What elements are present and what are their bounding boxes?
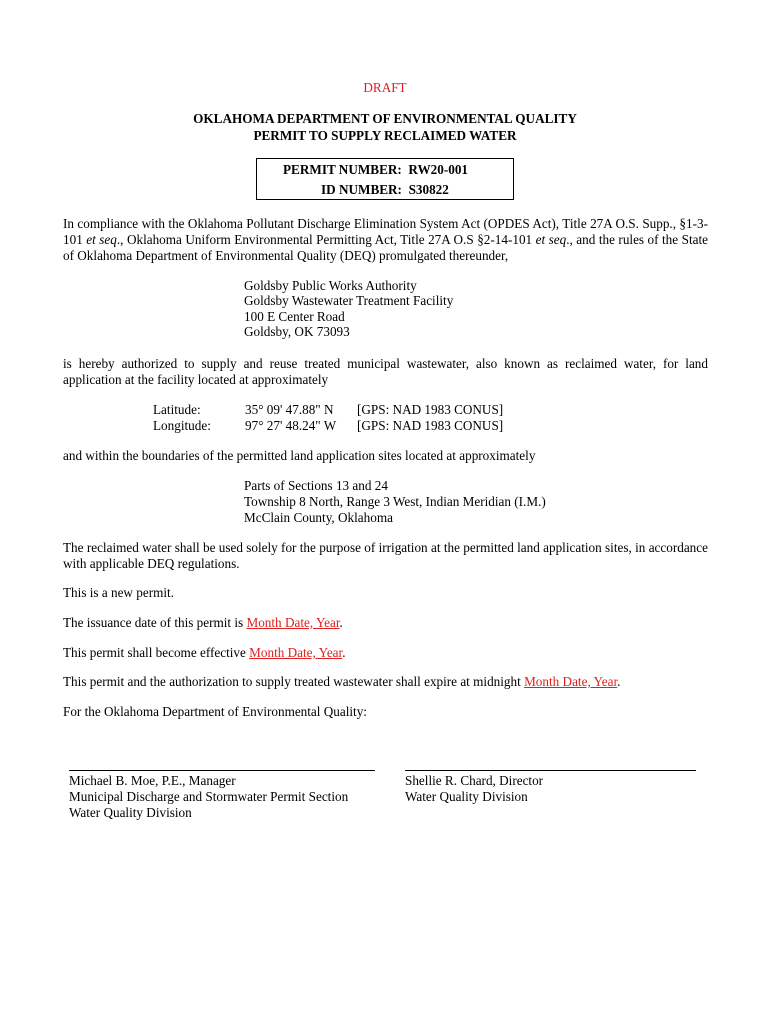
longitude-label: Longitude: xyxy=(153,418,211,433)
expiration-line xyxy=(63,674,620,690)
id-number-value: S30822 xyxy=(408,182,449,197)
latitude-value: 35° 09' 47.88" N xyxy=(245,402,334,417)
issuance-suffix: . xyxy=(339,615,343,630)
compliance-text-3: ., and the rules of the State of Oklahoma Department of Environmental Quality (DEQ) promulgated thereunder, xyxy=(63,232,708,263)
id-number-line xyxy=(321,182,449,198)
facility-line-1: Goldsby Public Works Authority xyxy=(244,278,417,293)
facility-line-4: Goldsby, OK 73093 xyxy=(244,324,350,339)
latitude-label: Latitude: xyxy=(153,402,201,417)
effective-prefix: This permit shall become effective xyxy=(63,645,250,660)
longitude-value: 97° 27' 48.24" W xyxy=(245,418,337,433)
et-seq-1: et seq xyxy=(86,232,117,247)
compliance-paragraph xyxy=(63,216,708,264)
agency-title: OKLAHOMA DEPARTMENT OF ENVIRONMENTAL QUALITY xyxy=(193,111,577,126)
left-signature-line xyxy=(69,770,375,771)
permit-number-label: PERMIT NUMBER: xyxy=(283,162,402,177)
location-line-1: Parts of Sections 13 and 24 xyxy=(244,478,388,493)
id-number-label: ID NUMBER: xyxy=(321,182,402,197)
for-deq-text: For the Oklahoma Department of Environmental Quality: xyxy=(63,704,367,719)
latitude-gps: [GPS: NAD 1983 CONUS] xyxy=(357,402,504,417)
right-signatory-name: Shellie R. Chard, Director xyxy=(405,773,544,788)
draft-label: DRAFT xyxy=(363,80,407,95)
location-line-3: McClain County, Oklahoma xyxy=(244,510,393,525)
et-seq-2: et seq xyxy=(535,232,567,247)
expiration-date: Month Date, Year xyxy=(524,674,618,689)
compliance-text-1: In compliance with the Oklahoma Pollutant Discharge Elimination System Act (OPDES Act), Title 27A O.S. Supp., §1-3-101 xyxy=(63,216,708,247)
permit-number-value: RW20-001 xyxy=(408,162,469,177)
right-signatory-division: Water Quality Division xyxy=(405,789,528,804)
left-signatory-name: Michael B. Moe, P.E., Manager xyxy=(69,773,236,788)
permit-number-line xyxy=(283,162,468,178)
location-line-2: Township 8 North, Range 3 West, Indian Meridian (I.M.) xyxy=(244,494,546,509)
expiration-prefix: This permit and the authorization to supply treated wastewater shall expire at midnight xyxy=(63,674,525,689)
facility-line-3: 100 E Center Road xyxy=(244,309,345,324)
expiration-suffix: . xyxy=(617,674,621,689)
longitude-gps: [GPS: NAD 1983 CONUS] xyxy=(357,418,504,433)
right-signature-line xyxy=(405,770,696,771)
issuance-prefix: The issuance date of this permit is xyxy=(63,615,247,630)
effective-line xyxy=(63,645,346,661)
issuance-line xyxy=(63,615,343,631)
effective-suffix: . xyxy=(342,645,346,660)
compliance-text-2: ., Oklahoma Uniform Environmental Permitting Act, Title 27A O.S §2-14-101 xyxy=(116,232,536,247)
authorization-paragraph: is hereby authorized to supply and reuse treated municipal wastewater, also known as reclaimed water, for land application at the facility located at approximately xyxy=(63,356,708,387)
issuance-date: Month Date, Year xyxy=(246,615,340,630)
left-signatory-title: Municipal Discharge and Stormwater Permit Section xyxy=(69,789,349,804)
permit-title: PERMIT TO SUPPLY RECLAIMED WATER xyxy=(253,128,517,143)
usage-paragraph: The reclaimed water shall be used solely for the purpose of irrigation at the permitted land application sites, in accordance with applicable DEQ regulations. xyxy=(63,540,708,571)
left-signatory-division: Water Quality Division xyxy=(69,805,192,820)
boundaries-text: and within the boundaries of the permitted land application sites located at approximately xyxy=(63,448,536,463)
effective-date: Month Date, Year xyxy=(249,645,343,660)
new-permit-text: This is a new permit. xyxy=(63,585,174,600)
facility-line-2: Goldsby Wastewater Treatment Facility xyxy=(244,293,454,308)
